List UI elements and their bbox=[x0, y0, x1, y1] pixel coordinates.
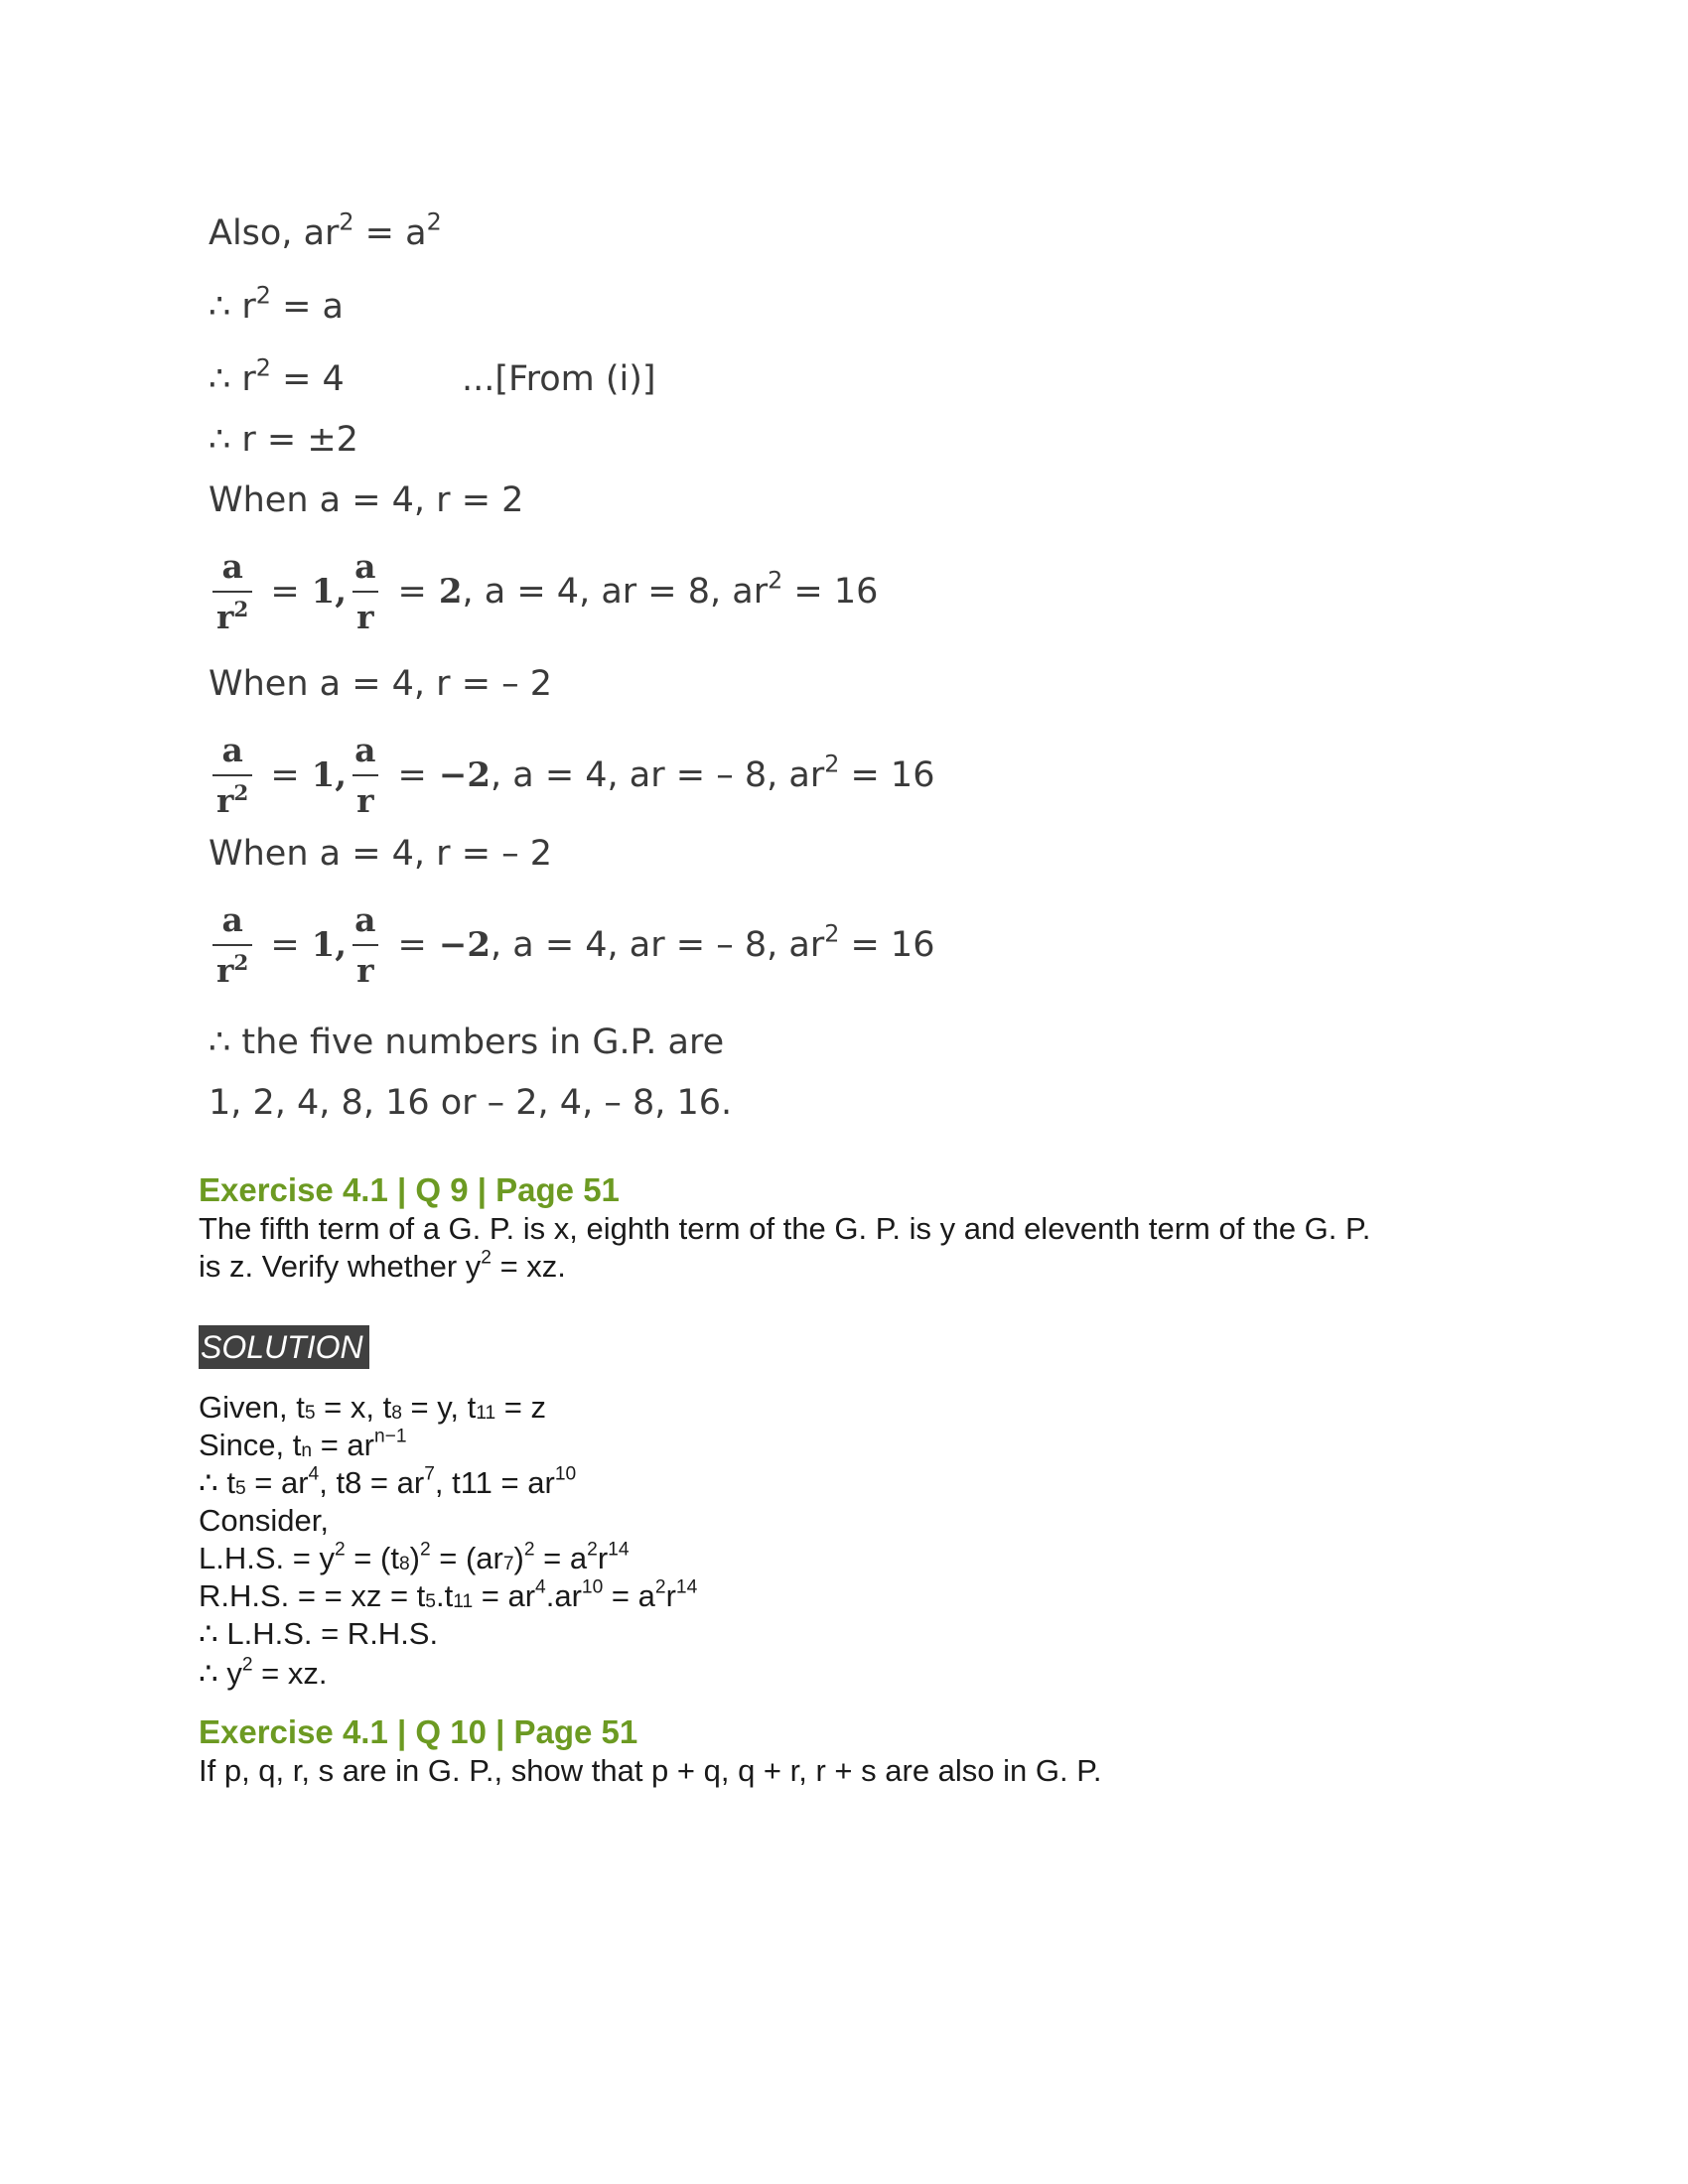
math-fraction-row-1: $\frac{a}{r^2}$ = 1, $\frac{a}{r}$ = 2 , a = 4, ar = 8, $ar^2 = 16$ bbox=[209, 544, 878, 639]
question-9-text-line-2: is z. Verify whether $y^2$ = xz. bbox=[199, 1247, 566, 1284]
question-10-heading: Exercise 4.1 | Q 10 | Page 51 bbox=[199, 1713, 638, 1750]
fraction-a-over-r: $\frac{a}{r}$ bbox=[354, 547, 376, 636]
solution-line-terms: ∴ $t_5 = ar^4$, $t8 = ar^7$, $t11 = ar^{10}$ bbox=[199, 1463, 577, 1500]
fraction-a-over-r2: $\frac{a}{r^2}$ bbox=[212, 734, 252, 817]
solution-line-lhs-equals-rhs: ∴ L.H.S. = R.H.S. bbox=[199, 1616, 439, 1651]
math-line-also: Also, $ar^2 = a^2$ bbox=[209, 207, 442, 253]
math-line-when-rm2-b: When a = 4, r = – 2 bbox=[209, 834, 553, 874]
math-fraction-row-3: $\frac{a}{r^2}$ = 1, $\frac{a}{r}$ = −2 , a = 4, ar = – 8, $ar^2 = 16$ bbox=[209, 897, 934, 993]
question-9-heading: Exercise 4.1 | Q 9 | Page 51 bbox=[199, 1171, 620, 1208]
solution-line-given: Given, $t_5 = x$, $t_8 = y$, $t_{11} = z$ bbox=[199, 1390, 547, 1425]
math-line-r2-a: ∴ $r^2 = a$ bbox=[209, 281, 344, 327]
math-line-when-rm2-a: When a = 4, r = – 2 bbox=[209, 664, 553, 704]
solution-line-conclusion: ∴ $y^2$ = xz. bbox=[199, 1654, 328, 1691]
fraction-a-over-r2: $\frac{a}{r^2}$ bbox=[212, 903, 252, 987]
question-10-text: If p, q, r, s are in G. P., show that p + q, q + r, r + s are also in G. P. bbox=[199, 1753, 1102, 1788]
math-line-r-pm2: ∴ r = ±2 bbox=[209, 420, 358, 460]
solution-line-lhs: L.H.S. = $y^2 = (t_8)^2 = (ar_7)^2 = a^2r^{14}$ bbox=[199, 1539, 630, 1575]
math-line-therefore: ∴ the five numbers in G.P. are bbox=[209, 1023, 725, 1062]
fraction-a-over-r2: $\frac{a}{r^2}$ bbox=[212, 550, 252, 633]
math-fraction-row-2: $\frac{a}{r^2}$ = 1, $\frac{a}{r}$ = −2 , a = 4, ar = – 8, $ar^2 = 16$ bbox=[209, 728, 934, 823]
fraction-a-over-r: $\frac{a}{r}$ bbox=[354, 900, 376, 990]
solution-label: SOLUTION bbox=[199, 1325, 369, 1369]
math-line-when-r2: When a = 4, r = 2 bbox=[209, 480, 524, 520]
question-9-text-line-1: The fifth term of a G. P. is x, eighth term of the G. P. is y and eleventh term of the G. P. bbox=[199, 1211, 1371, 1246]
math-note-from-i: ...[From (i)] bbox=[462, 359, 656, 399]
math-line-r2-4: ∴ $r^2 = 4$ bbox=[209, 353, 345, 399]
solution-line-rhs: R.H.S. = = xz = $t_5.t_{11} = ar^4.ar^{10} = a^2r^{14}$ bbox=[199, 1576, 698, 1613]
math-line-answer: 1, 2, 4, 8, 16 or – 2, 4, – 8, 16. bbox=[209, 1083, 733, 1123]
solution-line-since: Since, $t_n = ar^{n-1}$ bbox=[199, 1426, 407, 1462]
solution-line-consider: Consider, bbox=[199, 1503, 329, 1538]
fraction-a-over-r: $\frac{a}{r}$ bbox=[354, 731, 376, 820]
